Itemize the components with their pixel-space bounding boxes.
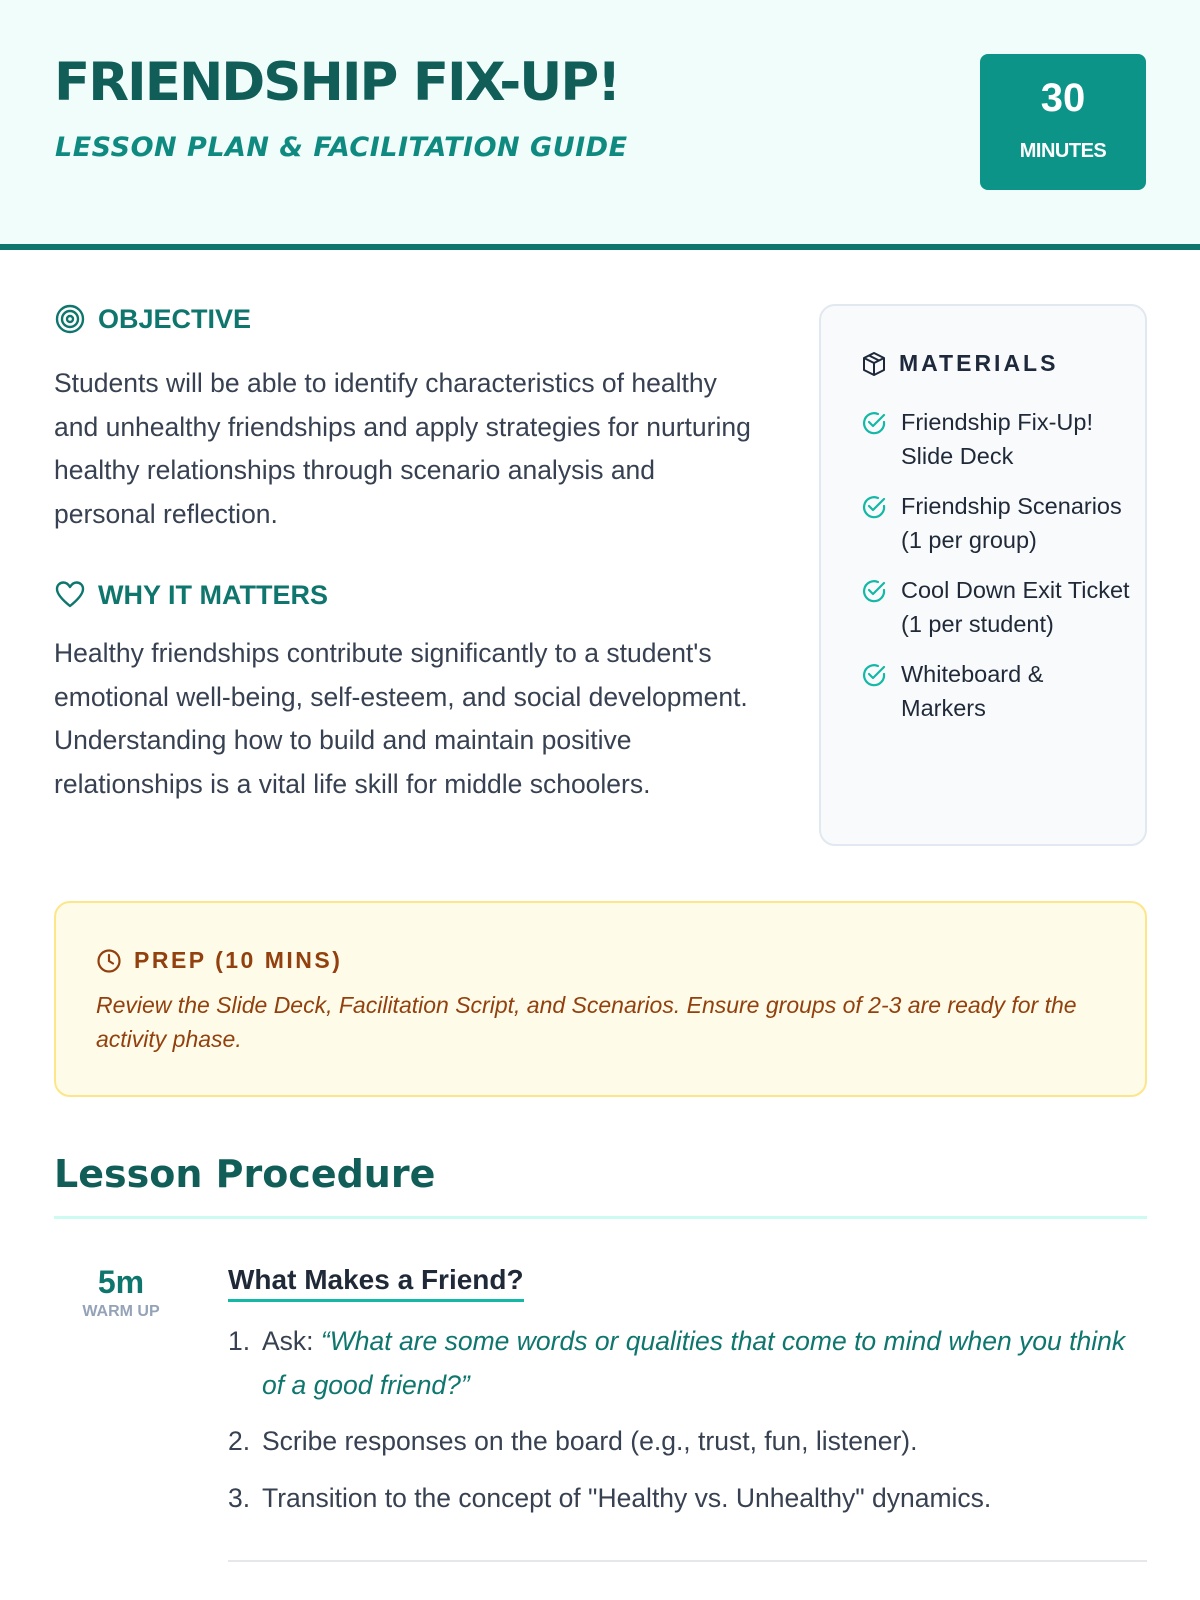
- prep-text: Review the Slide Deck, Facilitation Script, and Scenarios. Ensure groups of 2-3 are ready for the activity phase.: [96, 992, 1077, 1052]
- step-number: 2.: [228, 1426, 251, 1456]
- materials-item: [861, 658, 1131, 725]
- step-number: 1.: [228, 1326, 251, 1356]
- step-instruction: [228, 1420, 1148, 1464]
- step-instruction-text: [262, 1320, 1148, 1407]
- lesson-header: [0, 0, 1200, 250]
- procedure-divider: [54, 1216, 1147, 1219]
- objective-heading-label: OBJECTIVE: [98, 303, 252, 334]
- check-circle-icon: [861, 662, 887, 688]
- step-time: [54, 1264, 188, 1321]
- check-circle-icon: [861, 494, 887, 520]
- step-title: What Makes a Friend?: [228, 1264, 524, 1302]
- check-circle-icon: [861, 578, 887, 604]
- duration-value: 30: [1040, 76, 1086, 120]
- step-phase: WARM UP: [82, 1303, 160, 1320]
- objective-heading: [54, 303, 251, 335]
- materials-item-label: Friendship Scenarios (1 per group): [901, 493, 1122, 553]
- check-circle-icon: [861, 410, 887, 436]
- materials-heading-label: MATERIALS: [899, 350, 1059, 376]
- ask-prefix: Ask:: [262, 1326, 321, 1356]
- step-instruction: [228, 1477, 1148, 1521]
- materials-item-label: Friendship Fix-Up! Slide Deck: [901, 409, 1093, 469]
- step-instruction: [228, 1320, 1148, 1407]
- prep-callout: [54, 901, 1147, 1097]
- materials-card: [819, 304, 1147, 846]
- why-it-matters-heading: [54, 579, 328, 611]
- why-it-matters-text: Healthy friendships contribute significantly to a student's emotional well-being, self-esteem, and social development. Understanding how to build and maintain positive relationships is a vital life skill for middle schoolers.: [54, 638, 748, 799]
- prep-heading: [96, 947, 342, 974]
- box-icon: [861, 351, 887, 377]
- materials-item: [861, 406, 1131, 473]
- page-subtitle: LESSON PLAN & FACILITATION GUIDE: [55, 132, 628, 163]
- ask-quote: “What are some words or qualities that come to mind when you think of a good friend?”: [262, 1326, 1126, 1400]
- step-instruction-text: Scribe responses on the board (e.g., trust, fun, listener).: [262, 1426, 918, 1456]
- duration-unit: MINUTES: [1019, 140, 1107, 162]
- materials-item-label: Whiteboard & Markers: [901, 661, 1044, 721]
- materials-item: [861, 490, 1131, 557]
- why-it-matters-label: WHY IT MATTERS: [98, 579, 328, 610]
- step-instructions: [228, 1320, 1148, 1533]
- duration-badge: [980, 54, 1146, 190]
- materials-list: [861, 406, 1131, 742]
- materials-item-label: Cool Down Exit Ticket (1 per student): [901, 577, 1130, 637]
- clock-icon: [96, 948, 122, 974]
- heart-icon: [54, 579, 86, 611]
- procedure-heading: Lesson Procedure: [54, 1152, 436, 1196]
- objective-text: Students will be able to identify characteristics of healthy and unhealthy friendships and apply strategies for nurturing healthy relationships through scenario analysis and personal reflection.: [54, 368, 751, 529]
- step-duration: 5m: [97, 1264, 145, 1300]
- materials-item: [861, 574, 1131, 641]
- target-icon: [54, 303, 86, 335]
- prep-heading-label: PREP (10 MINS): [134, 947, 343, 973]
- step-divider: [228, 1560, 1147, 1562]
- page-title: FRIENDSHIP FIX-UP!: [54, 52, 620, 113]
- step-instruction-text: Transition to the concept of "Healthy vs. Unhealthy" dynamics.: [262, 1482, 992, 1513]
- step-number: 3.: [228, 1482, 251, 1513]
- materials-heading: [861, 350, 1058, 377]
